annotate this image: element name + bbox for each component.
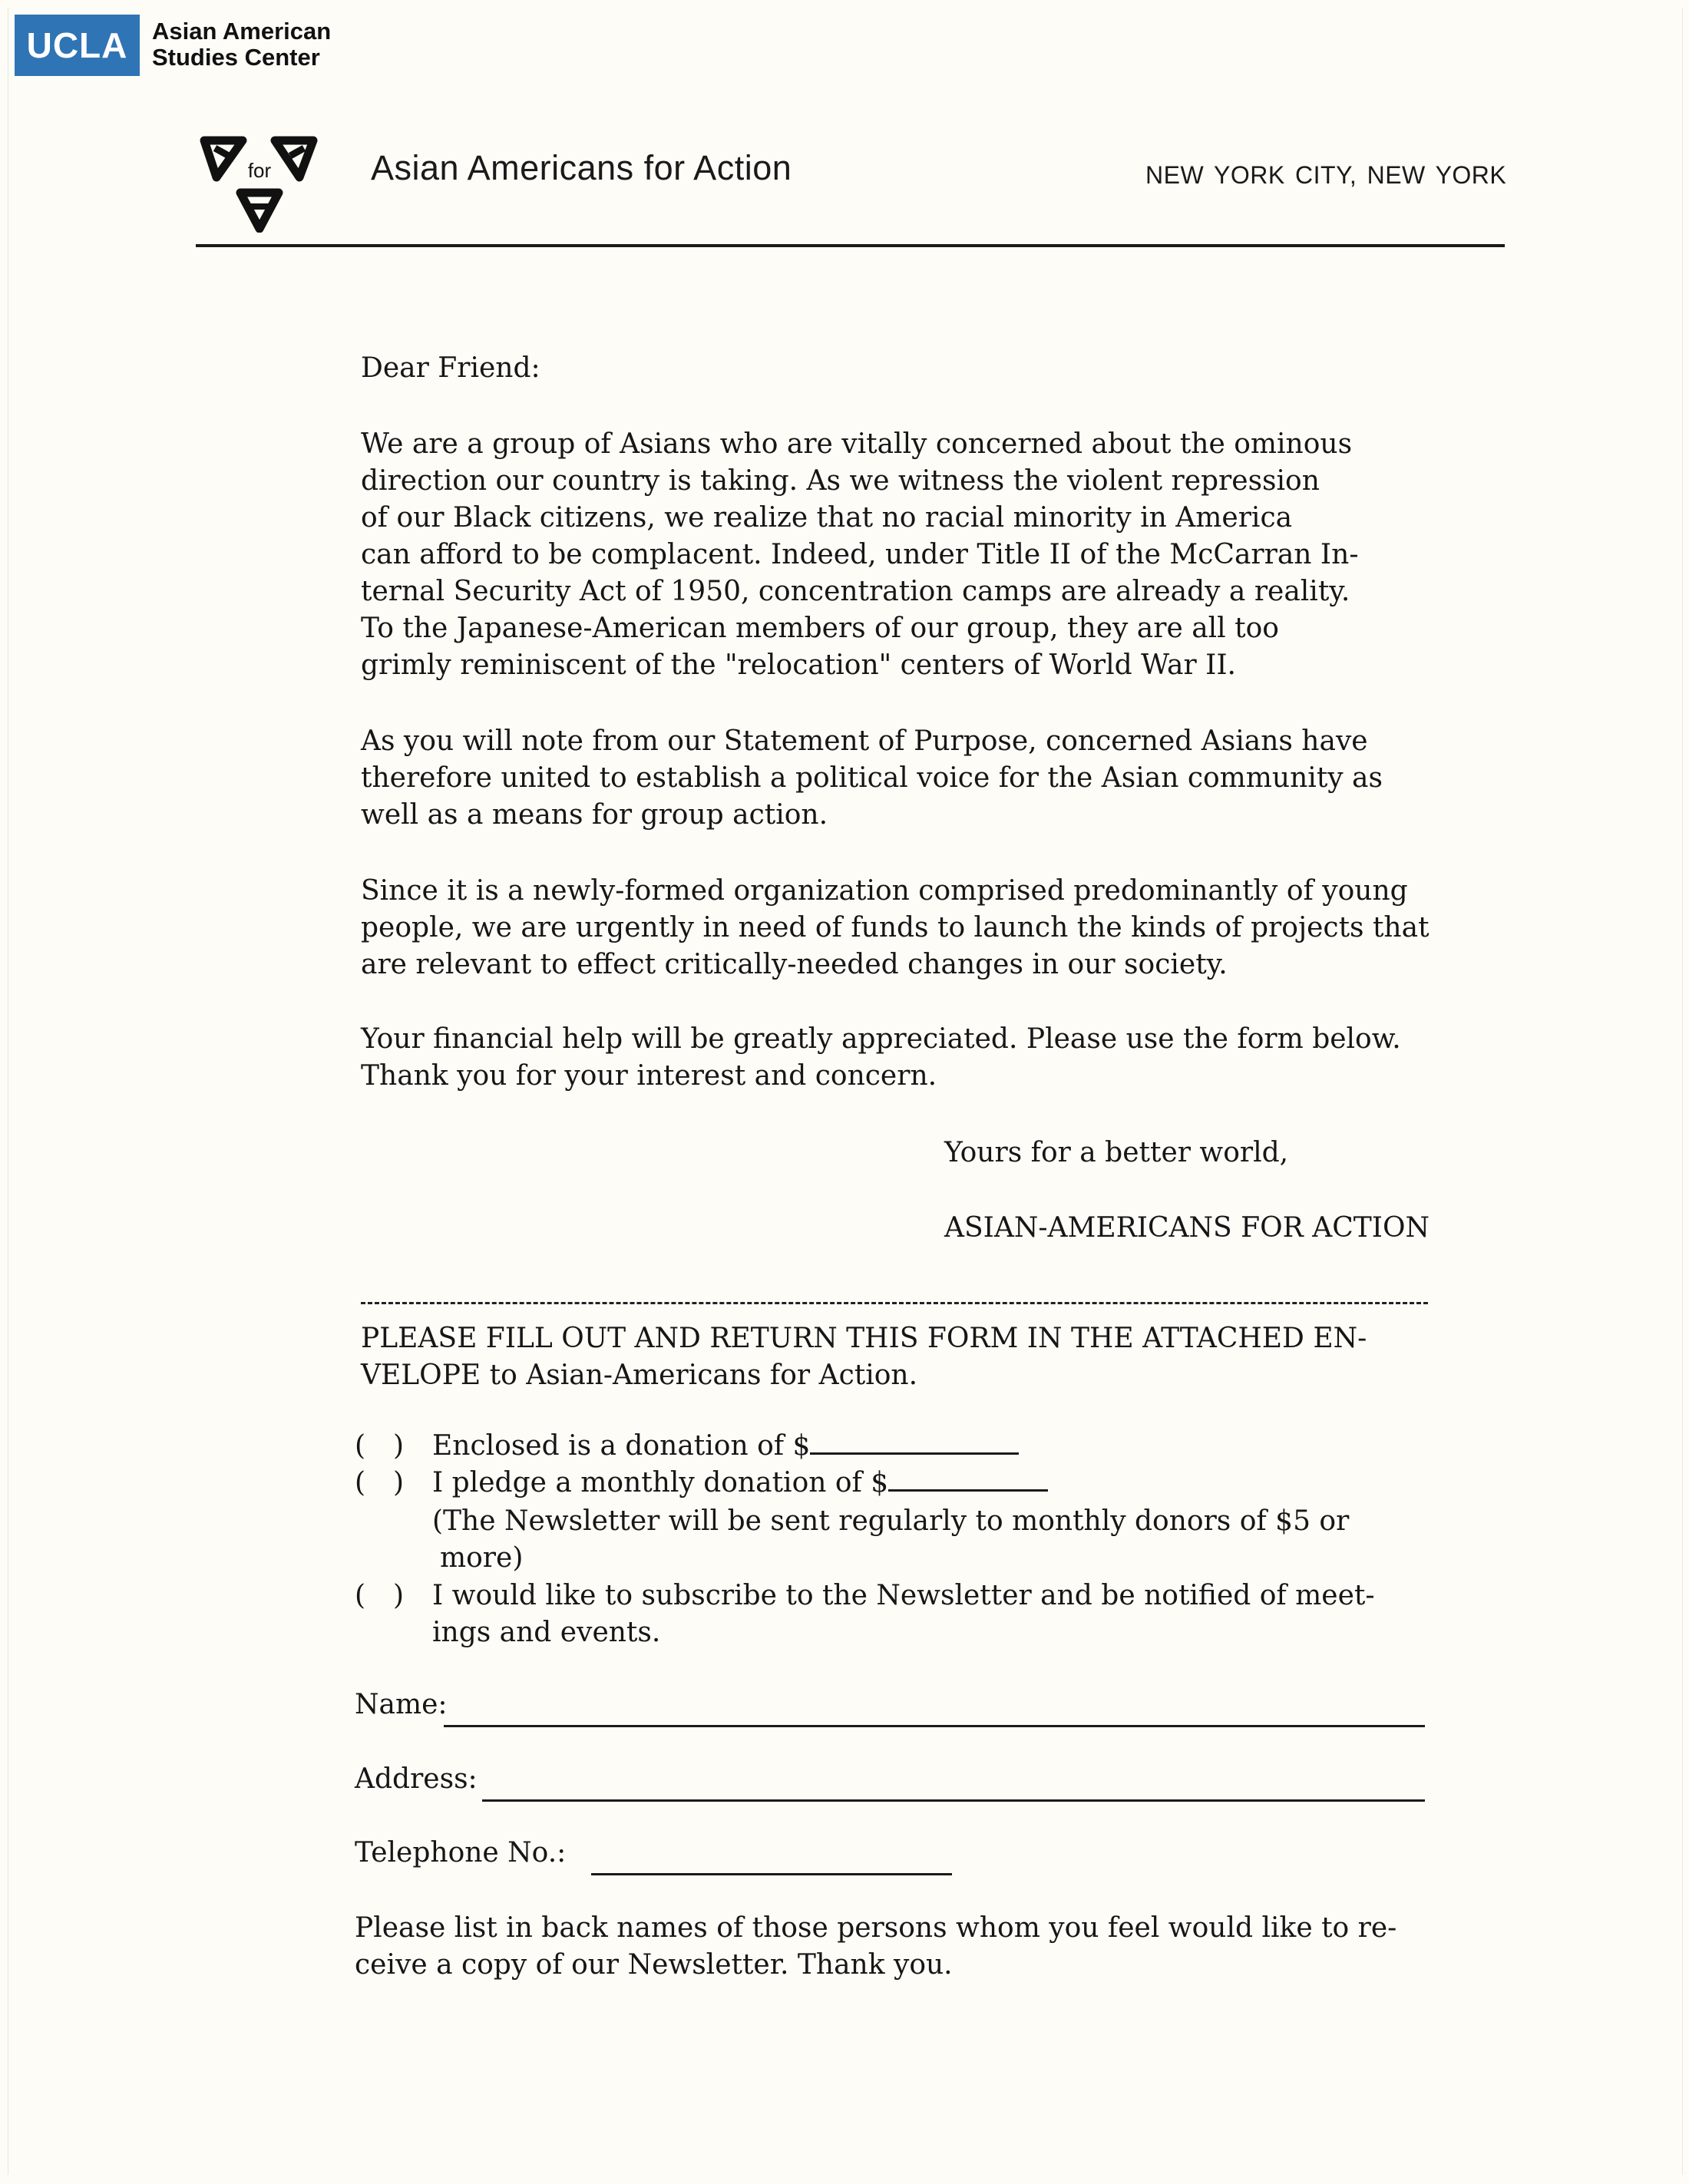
signature: ASIAN-AMERICANS FOR ACTION [944,1212,1430,1244]
address-field[interactable] [482,1799,1425,1802]
newsletter-note-line: (The Newsletter will be sent regularly to monthly donors of $5 or [432,1505,1350,1537]
address-label: Address: [355,1763,478,1795]
logo-for-text: for [247,159,272,182]
newsletter-note [432,1503,1349,1577]
paragraph-1-line: can afford to be complacent. Indeed, under Title II of the McCarran In- [361,539,1359,570]
paragraph-2-line: well as a means for group action. [361,799,828,831]
paragraph-4-line: Thank you for your interest and concern. [361,1060,937,1092]
aaa-logo-icon [198,133,321,233]
organization-location: NEW YORK CITY, NEW YORK [1145,161,1507,189]
archive-center-line-1: Asian American [152,18,332,45]
tear-off-dashed-line [361,1302,1428,1304]
paragraph-1-line: grimly reminiscent of the "relocation" centers of World War II. [361,649,1236,681]
form-instruction [361,1320,1367,1394]
paragraph-2-line: therefore united to establish a political voice for the Asian community as [361,762,1383,794]
paragraph-1-line: direction our country is taking. As we witness the violent repression [361,465,1320,497]
paragraph-3 [361,873,1430,983]
monthly-amount-blank[interactable] [888,1466,1048,1492]
donation-option-label: Enclosed is a donation of $ [432,1428,1019,1465]
paragraph-4 [361,1021,1401,1095]
paragraph-1-line: We are a group of Asians who are vitally concerned about the ominous [361,428,1353,460]
organization-name: Asian Americans for Action [371,148,792,187]
archive-center-line-2: Studies Center [152,44,320,71]
salutation: Dear Friend: [361,352,540,384]
letterhead-divider [196,244,1505,247]
paragraph-1-line: of our Black citizens, we realize that no racial minority in America [361,502,1293,534]
subscribe-option-label: I would like to subscribe to the Newsletter and be notified of meet- [432,1580,1375,1611]
telephone-field[interactable] [591,1873,952,1875]
newsletter-note-line: more) [440,1542,524,1574]
ucla-badge-text: UCLA [26,25,128,65]
paragraph-2 [361,723,1383,834]
paragraph-3-line: people, we are urgently in need of funds to launch the kinds of projects that [361,912,1430,943]
form-instruction-line: VELOPE to Asian-Americans for Action. [361,1360,918,1391]
monthly-pledge-label: I pledge a monthly donation of $ [432,1465,1048,1502]
checkbox-blank[interactable]: ( ) [355,1430,405,1462]
closing: Yours for a better world, [944,1137,1289,1168]
name-label: Name: [355,1689,448,1720]
paragraph-1 [361,426,1359,684]
paragraph-4-line: Your financial help will be greatly appreciated. Please use the form below. [361,1023,1401,1055]
referral-request-line: ceive a copy of our Newsletter. Thank you. [355,1949,953,1981]
form-instruction-line: PLEASE FILL OUT AND RETURN THIS FORM IN THE ATTACHED EN- [361,1323,1367,1354]
checkbox-blank[interactable]: ( ) [355,1580,405,1611]
paragraph-3-line: are relevant to effect critically-needed changes in our society. [361,949,1228,980]
paragraph-1-line: ternal Security Act of 1950, concentration camps are already a reality. [361,576,1350,607]
name-field[interactable] [444,1725,1425,1727]
paragraph-3-line: Since it is a newly-formed organization comprised predominantly of young [361,875,1408,907]
ucla-badge [15,15,140,76]
checkbox-blank[interactable]: ( ) [355,1467,405,1498]
referral-request-line: Please list in back names of those persons whom you feel would like to re- [355,1912,1397,1944]
subscribe-option-label-continued: ings and events. [432,1617,661,1648]
paragraph-2-line: As you will note from our Statement of Purpose, concerned Asians have [361,725,1368,757]
archive-center-name [152,18,331,71]
donation-amount-blank[interactable] [810,1429,1019,1455]
telephone-label: Telephone No.: [355,1837,567,1868]
paragraph-1-line: To the Japanese-American members of our group, they are all too [361,613,1279,644]
referral-request [355,1910,1396,1984]
